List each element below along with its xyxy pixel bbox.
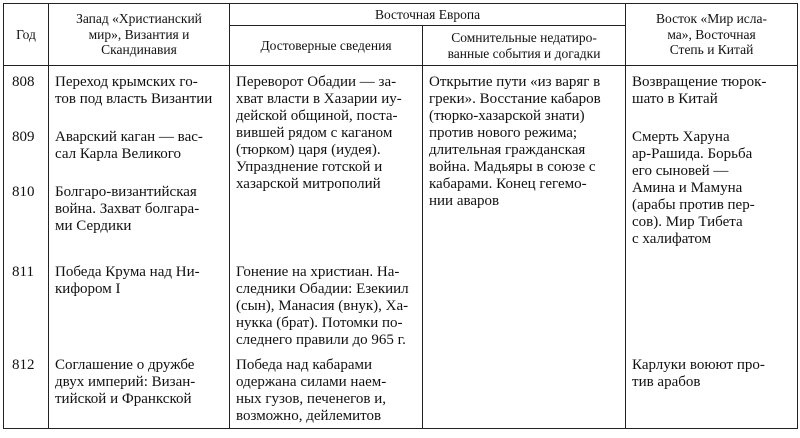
header-reliable: Достоверные сведения (230, 26, 423, 66)
year-cell: 810 (4, 176, 49, 256)
reliable-cell: Гонение на христиан. На- следники Обадии: Езекиил (сын), Манасия (внук), Ха- нукка (брат). Потомки по- следнего правили до 965 г. (230, 256, 423, 349)
east-cell: Смерть Харуна ар-Рашида. Борьба его сыновей — Амина и Мамуна (арабы против пер- сов). Мир Тибета с халифатом (626, 121, 798, 256)
table-row (4, 256, 798, 349)
header-west: Запад «Христианский мир», Византия и Скандинавия (49, 4, 230, 66)
header-east: Восток «Мир исла- ма», Восточная Степь и Китай (626, 4, 798, 66)
chronology-table (3, 3, 798, 429)
east-cell (626, 256, 798, 349)
table-row (4, 66, 798, 121)
table-row (4, 349, 798, 429)
year-cell: 808 (4, 66, 49, 121)
doubtful-cell: Открытие пути «из варяг в греки». Восстание кабаров (тюрко-хазарской знати) против нового режима; длительная гражданская война. Мадьяры в союзе с кабарами. Конец гегемо- нии аваров (423, 66, 626, 429)
west-cell: Болгаро-византийская война. Захват болгара- ми Сердики (49, 176, 230, 256)
west-cell: Соглашение о дружбе двух империй: Визан- тийской и Франкской (49, 349, 230, 429)
west-cell: Победа Крума над Ни- кифором I (49, 256, 230, 349)
west-cell: Аварский каган — вас- сал Карла Великого (49, 121, 230, 176)
year-cell: 809 (4, 121, 49, 176)
header-year: Год (4, 4, 49, 66)
west-cell: Переход крымских го- тов под власть Византии (49, 66, 230, 121)
header-east-europe: Восточная Европа (230, 4, 626, 26)
east-cell: Карлуки воюют про- тив арабов (626, 349, 798, 429)
reliable-cell: Победа над кабарами одержана силами наем- ных гузов, печенегов и, возможно, дейлемитов (230, 349, 423, 429)
east-cell: Возвращение тюрок- шато в Китай (626, 66, 798, 121)
header-doubtful: Сомнительные недатиро- ванные события и догадки (423, 26, 626, 66)
reliable-cell: Переворот Обадии — за- хват власти в Хазарии иу- дейской общиной, поста- вившей рядом с каганом (тюрком) царя (иудея). Упразднение готской и хазарской митрополий (230, 66, 423, 256)
year-cell: 812 (4, 349, 49, 429)
year-cell: 811 (4, 256, 49, 349)
